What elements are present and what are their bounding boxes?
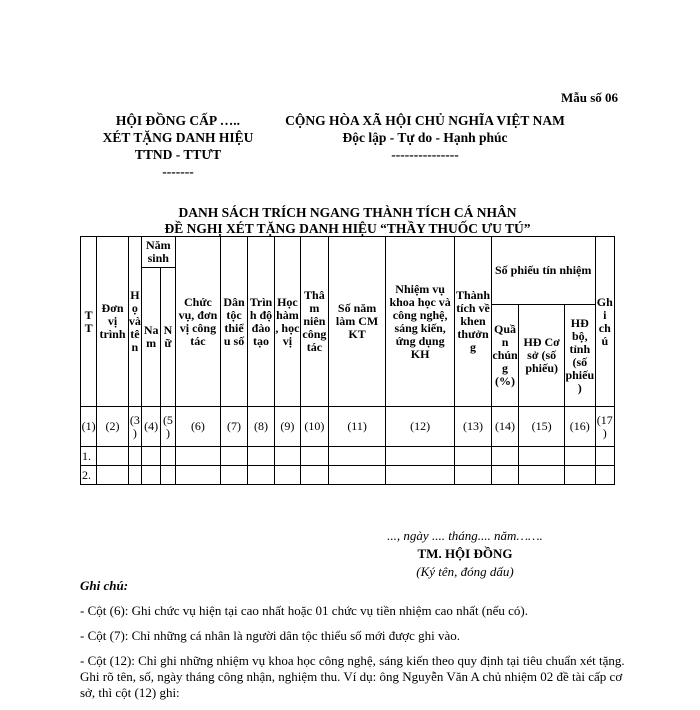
table-cell [300,447,328,466]
signature-block [365,527,565,581]
nomination-table [80,236,615,485]
table-cell [247,466,274,485]
table-cell [595,447,614,466]
table-cell [329,447,386,466]
table-cell [221,447,247,466]
header-tham-nien: Thâm niên công tác [300,237,328,407]
table-cell [455,466,492,485]
document-title [80,205,615,237]
header-don-vi: Đơn vị trình [97,237,129,407]
table-cell [142,447,161,466]
table-cell [491,466,518,485]
col-number: (12) [386,407,455,447]
notes-heading: Ghi chú: [80,578,129,593]
council-header-divider: ------- [162,164,194,179]
header-nhiem-vu: Nhiệm vụ khoa học và công nghệ, sáng kiến, ứng dụng KH [386,237,455,407]
col-number: (1) [81,407,97,447]
col-number: (14) [491,407,518,447]
header-so-nam: Số năm làm CM KT [329,237,386,407]
council-header [88,112,268,180]
header-quan-chung: Quần chúng (%) [491,305,518,407]
header-thanh-tich: Thành tích về khen thưởng [455,237,492,407]
table-cell [386,447,455,466]
table-cell [329,466,386,485]
council-header-line2: XÉT TẶNG DANH HIỆU [102,130,254,145]
table-row [81,447,615,466]
header-hd-co-so: HĐ Cơ sở (số phiếu) [519,305,565,407]
col-number: (8) [247,407,274,447]
table-cell [97,447,129,466]
table-cell [275,447,300,466]
col-number: (7) [221,407,247,447]
header-hd-bo-tinh: HĐ bộ, tỉnh (số phiếu) [565,305,596,407]
note-item: - Cột (7): Chỉ những cá nhân là người dân tộc thiểu số mới được ghi vào. [80,628,461,643]
table-cell [128,466,141,485]
row-index: 2. [81,466,97,485]
header-tt: TT [81,237,97,407]
col-number: (15) [519,407,565,447]
table-cell [519,466,565,485]
table-cell [247,447,274,466]
table-cell [491,447,518,466]
table-cell [595,466,614,485]
table-cell [221,466,247,485]
table-cell [97,466,129,485]
table-cell [565,447,596,466]
header-hoc-ham: Học hàm, học vị [275,237,300,407]
header-ho-ten: Họ và tên [128,237,141,407]
table-cell [142,466,161,485]
table-cell [386,466,455,485]
table-cell [300,466,328,485]
table-cell [455,447,492,466]
document-title-line1: DANH SÁCH TRÍCH NGANG THÀNH TÍCH CÁ NHÂN [178,205,517,220]
signature-note: (Ký tên, đóng dấu) [416,564,514,579]
col-number: (2) [97,407,129,447]
header-nu: Nữ [161,268,175,407]
national-header [270,112,580,163]
note-item: - Cột (6): Ghi chức vụ hiện tại cao nhất hoặc 01 chức vụ tiền nhiệm cao nhất (nếu có). [80,603,528,618]
header-so-phieu: Số phiếu tín nhiệm [491,237,595,305]
col-number: (16) [565,407,596,447]
col-number: (6) [175,407,221,447]
header-trinh-do: Trình độ đào tạo [247,237,274,407]
table-cell [175,447,221,466]
table-cell [161,447,175,466]
row-index: 1. [81,447,97,466]
notes-section [80,578,625,710]
national-header-line2: Độc lập - Tự do - Hạnh phúc [342,130,508,145]
table-cell [565,466,596,485]
header-chuc-vu: Chức vụ, đơn vị công tác [175,237,221,407]
form-code: Mẫu số 06 [560,90,618,105]
col-number: (10) [300,407,328,447]
col-number: (3) [128,407,141,447]
header-ghi-chu: Ghi chú [595,237,614,407]
table-cell [128,447,141,466]
table-row [81,466,615,485]
col-number: (17) [595,407,614,447]
table-cell [175,466,221,485]
national-header-divider: --------------- [391,147,459,162]
signature-role: TM. HỘI ĐỒNG [417,546,513,561]
table-cell [519,447,565,466]
col-number: (4) [142,407,161,447]
note-item: - Cột (12): Chỉ ghi những nhiệm vụ khoa học công nghệ, sáng kiến theo quy định tại tiêu chuẩn xét tặng. Ghi rõ tên, số, ngày tháng công nhận, nghiệm thu. Ví dụ: ông Nguyễn Văn A chủ nhiệm 02 đề tài cấp cơ sở, thì cột (12) ghi: [80,653,625,700]
col-number: (5) [161,407,175,447]
col-number: (9) [275,407,300,447]
council-header-line1: HỘI ĐỒNG CẤP ….. [115,113,241,128]
col-number: (11) [329,407,386,447]
document-title-line2: ĐỀ NGHỊ XÉT TẶNG DANH HIỆU “THẦY THUỐC ƯU TÚ” [164,221,531,236]
header-nam-sinh: Năm sinh [142,237,176,268]
header-nam: Nam [142,268,161,407]
col-number: (13) [455,407,492,447]
column-number-row [81,407,615,447]
table-cell [161,466,175,485]
header-dan-toc: Dân tộc thiểu số [221,237,247,407]
signature-date: ..., ngày .... tháng.... năm……. [387,528,543,543]
table-cell [275,466,300,485]
national-header-line1: CỘNG HÒA XÃ HỘI CHỦ NGHĨA VIỆT NAM [285,113,565,128]
council-header-line3: TTND - TTƯT [134,147,222,162]
